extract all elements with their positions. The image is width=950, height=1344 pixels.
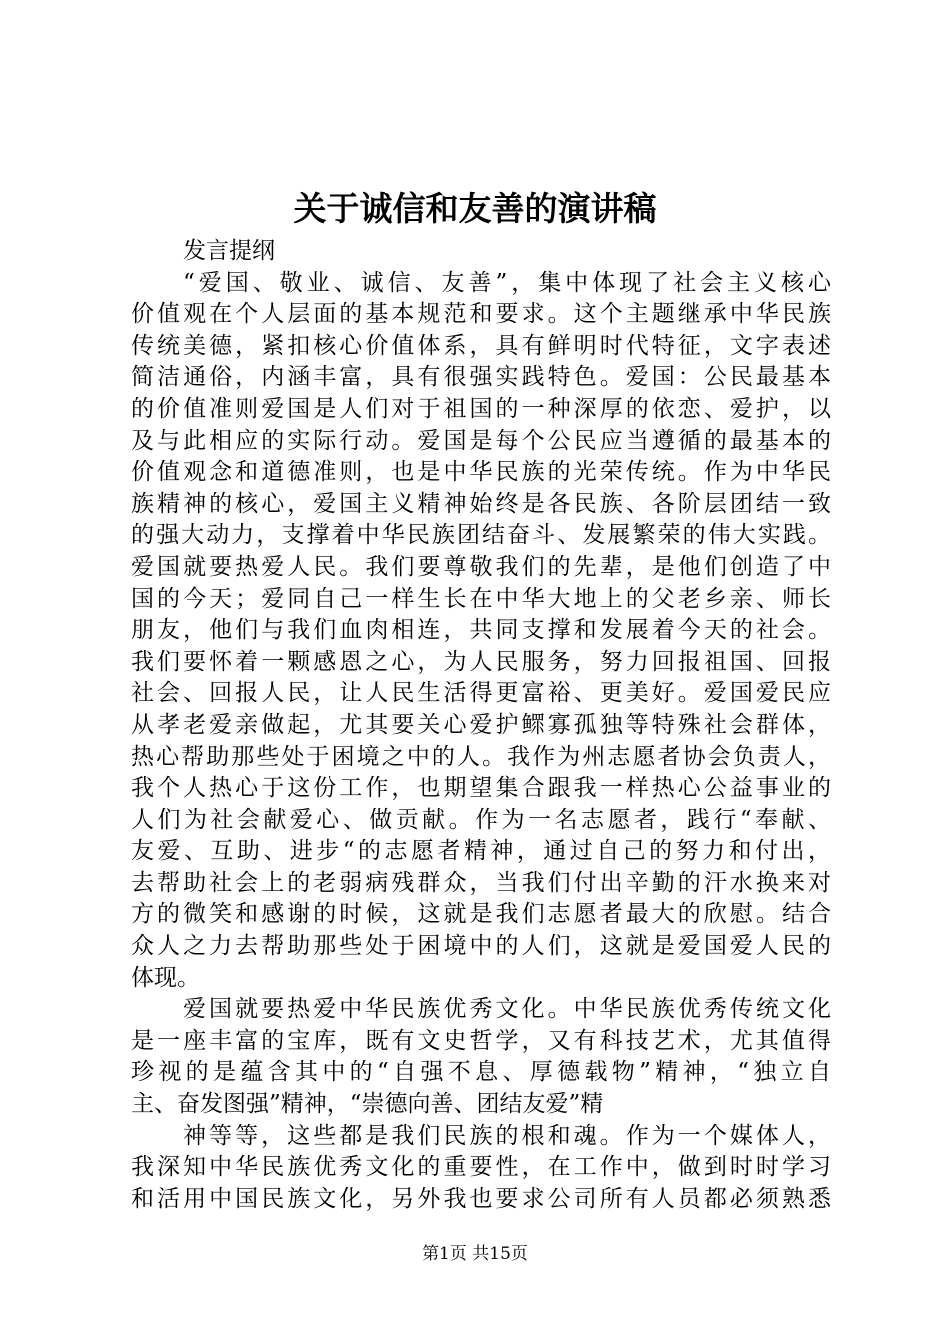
text-line: 传统美德，紧扣核心价值体系，具有鲜明时代特征，文字表述 (131, 332, 831, 359)
text-line: 和活用中国民族文化，另外我也要求公司所有人员都必须熟悉 (131, 1185, 831, 1212)
text-line: 我们要怀着一颗感恩之心，为人民服务，努力回报祖国、回报 (131, 648, 831, 675)
text-line: 去帮助社会上的老弱病残群众，当我们付出辛勤的汗水换来对 (131, 869, 831, 896)
text-line: 人们为社会献爱心、做贡献。作为一名志愿者，践行“奉献、 (131, 806, 831, 833)
text-line: 我个人热心于这份工作，也期望集合跟我一样热心公益事业的 (131, 775, 831, 802)
text-line: 价值观念和道德准则，也是中华民族的光荣传统。作为中华民 (131, 459, 831, 486)
text-line: 发言提纲 (183, 238, 275, 264)
text-line: 价值观在个人层面的基本规范和要求。这个主题继承中华民族 (131, 301, 831, 328)
text-line: 从孝老爱亲做起，尤其要关心爱护鳏寡孤独等特殊社会群体， (131, 711, 831, 738)
text-line: 体现。 (131, 964, 200, 991)
text-line: 众人之力去帮助那些处于困境中的人们，这就是爱国爱人民的 (131, 933, 831, 960)
text-line: 的价值准则爱国是人们对于祖国的一种深厚的依恋、爱护，以 (131, 395, 831, 422)
text-line: 热心帮助那些处于困境之中的人。我作为州志愿者协会负责人， (131, 743, 831, 770)
text-line: 族精神的核心，爱国主义精神始终是各民族、各阶层团结一致 (131, 490, 831, 517)
text-line: 方的微笑和感谢的时候，这就是我们志愿者最大的欣慰。结合 (131, 901, 831, 928)
text-line: 国的今天；爱同自己一样生长在中华大地上的父老乡亲、师长 (131, 585, 831, 612)
text-line: 朋友，他们与我们血肉相连，共同支撑和发展着今天的社会。 (131, 617, 831, 644)
text-line: 主、奋发图强”精神，“崇德向善、团结友爱”精 (131, 1091, 604, 1118)
text-line: 及与此相应的实际行动。爱国是每个公民应当遵循的最基本的 (131, 427, 831, 454)
text-line: 社会、回报人民，让人民生活得更富裕、更美好。爱国爱民应 (131, 680, 831, 707)
text-line: 的强大动力，支撑着中华民族团结奋斗、发展繁荣的伟大实践。 (131, 522, 831, 549)
document-title: 关于诚信和友善的演讲稿 (293, 189, 657, 228)
page-footer: 第1页 共15页 (422, 1244, 528, 1264)
text-line: 珍视的是蕴含其中的“自强不息、厚德载物”精神，“独立自 (131, 1059, 831, 1086)
document-body (131, 236, 831, 1215)
text-line: 神等等，这些都是我们民族的根和魂。作为一个媒体人， (183, 1122, 831, 1149)
text-line: 是一座丰富的宝库，既有文史哲学，又有科技艺术，尤其值得 (131, 1027, 831, 1054)
text-line: 简洁通俗，内涵丰富，具有很强实践特色。爱国：公民最基本 (131, 364, 831, 391)
text-line: 我深知中华民族优秀文化的重要性，在工作中，做到时时学习 (131, 1154, 831, 1181)
text-line: 友爱、互助、进步“的志愿者精神，通过自己的努力和付出， (131, 838, 831, 865)
text-line: “爱国、敬业、诚信、友善”，集中体现了社会主义核心 (183, 269, 831, 296)
text-line: 爱国就要热爱人民。我们要尊敬我们的先辈，是他们创造了中 (131, 553, 831, 580)
text-line: 爱国就要热爱中华民族优秀文化。中华民族优秀传统文化 (183, 996, 831, 1023)
